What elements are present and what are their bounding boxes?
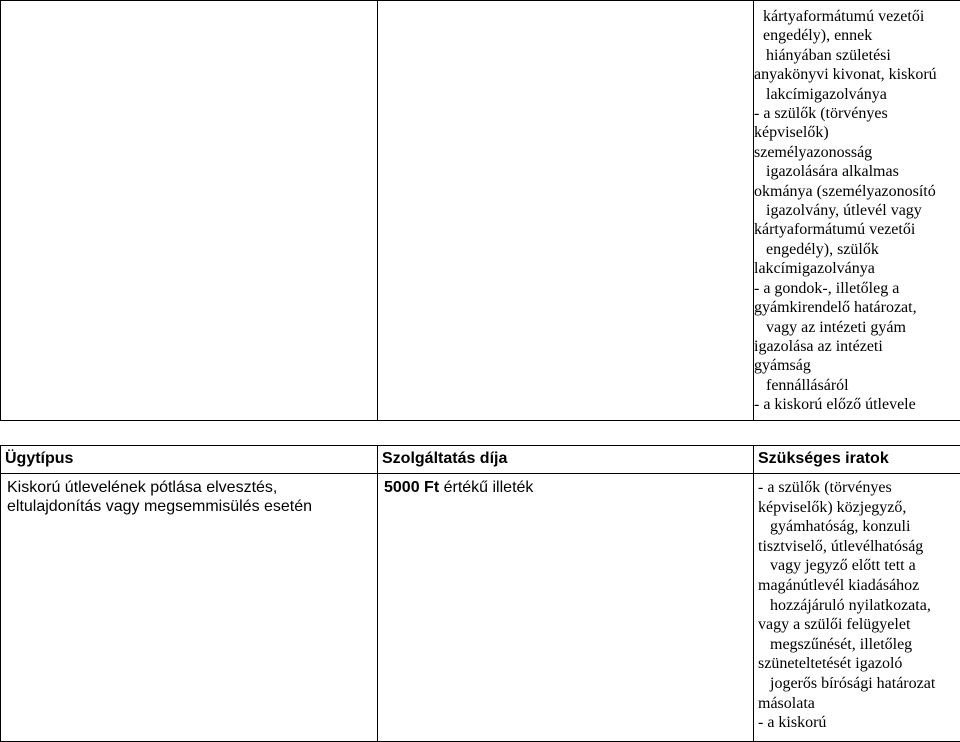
case-type-text <box>5 478 373 516</box>
document-line: - a gondok-, illetőleg a <box>754 279 960 298</box>
fee-cell <box>378 474 754 742</box>
document-line: - a kiskorú <box>758 713 956 733</box>
case-type-line: eltulajdonítás vagy megsemmisülés esetén <box>7 497 373 516</box>
upper-documents-list <box>754 1 960 415</box>
document-line: magánútlevél kiadásához <box>758 576 956 596</box>
header-row <box>1 446 960 474</box>
document-line: hozzájáruló nyilatkozata, <box>758 596 956 616</box>
case-type-cell <box>1 474 378 742</box>
document-line: okmánya (személyazonosító <box>754 182 960 201</box>
document-line: anyakönyvi kivonat, kiskorú <box>754 65 960 84</box>
document-line: megszűnését, illetőleg <box>758 635 956 655</box>
document-line: fennállásáról <box>754 376 960 395</box>
document-line: képviselők) közjegyző, <box>758 498 956 518</box>
upper-case-type-cell <box>1 1 378 421</box>
header-required-documents: Szükséges iratok <box>754 446 960 474</box>
document-line: lakcímigazolványa <box>754 85 960 104</box>
header-case-type: Ügytípus <box>1 446 378 474</box>
document-line: - a kiskorú előző útlevele <box>754 395 960 414</box>
upper-fee-cell <box>378 1 754 421</box>
document-line: szüneteltetését igazoló <box>758 654 956 674</box>
fee-amount: 5000 Ft <box>384 479 439 496</box>
document-line: igazolására alkalmas <box>754 162 960 181</box>
document-line: képviselők) <box>754 123 960 142</box>
document-line: gyámhatóság, konzuli <box>758 517 956 537</box>
document-line: gyámság <box>754 356 960 375</box>
document-line: másolata <box>758 694 956 714</box>
document-line: személyazonosság <box>754 143 960 162</box>
table-row <box>1 474 960 742</box>
document-line: tisztviselő, útlevélhatóság <box>758 537 956 557</box>
upper-documents-cell <box>754 1 960 421</box>
header-service-fee: Szolgáltatás díja <box>378 446 754 474</box>
document-line: hiányában születési <box>754 46 960 65</box>
document-line: jogerős bírósági határozat <box>758 674 956 694</box>
document-line: kártyaformátumú vezetői <box>754 7 960 26</box>
document-line: engedély), szülők <box>754 240 960 259</box>
document-line: - a szülők (törvényes <box>754 104 960 123</box>
document-line: igazolása az intézeti <box>754 337 960 356</box>
document-line: engedély), ennek <box>754 26 960 45</box>
fee-text <box>382 478 749 497</box>
lower-table <box>0 445 960 742</box>
document-line: kártyaformátumú vezetői <box>754 220 960 239</box>
upper-table-row <box>1 1 960 421</box>
case-type-line: Kiskorú útlevelének pótlása elvesztés, <box>7 478 373 497</box>
document-line: vagy a szülői felügyelet <box>758 615 956 635</box>
documents-list <box>758 478 956 733</box>
document-line: gyámkirendelő határozat, <box>754 298 960 317</box>
document-line: vagy jegyző előtt tett a <box>758 556 956 576</box>
document-line: - a szülők (törvényes <box>758 478 956 498</box>
fee-description: értékű illeték <box>439 479 533 496</box>
document-line: lakcímigazolványa <box>754 259 960 278</box>
document-line: igazolvány, útlevél vagy <box>754 201 960 220</box>
documents-cell <box>754 474 960 742</box>
document-line: vagy az intézeti gyám <box>754 318 960 337</box>
